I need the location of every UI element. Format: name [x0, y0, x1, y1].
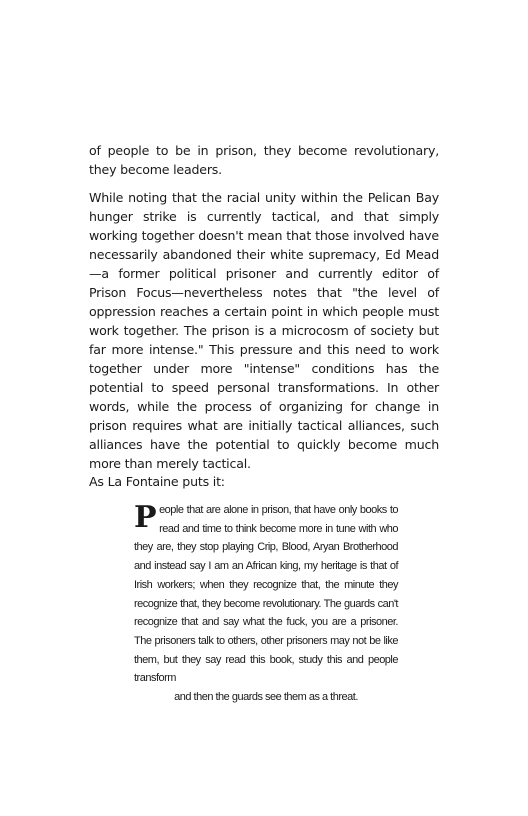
- paragraph-pelican-bay: While noting that the racial unity within the Pelican Bay hunger strike is currently tactical, and that simply working together doesn't mean that those involved have necessarily abandoned their white supremacy, Ed Mead—a former political prisoner and currently editor of Prison Focus—nevertheless notes that "the level of oppression reaches a certain point in which people must work together. The prison is a microcosm of society but far more intense." This pressure and this need to work together under more "intense" conditions has the potential to speed personal transformations. In other words, while the process of organizing for change in prison requires what are initially tactical alliances, such alliances have the potential to quickly become much more than merely tactical.: [89, 190, 439, 471]
- block-quote: [134, 501, 398, 707]
- quote-last-line: and then the guards see them as a threat.: [174, 691, 358, 704]
- paragraph-quote-intro: As La Fontaine puts it:: [89, 474, 225, 489]
- drop-cap: P: [134, 500, 157, 535]
- quote-body: eople that are alone in prison, that have only books to read and time to think become more in tune with who they are, they stop playing Crip, Blood, Aryan Brotherhood and instead say I am an African king, my heritage is that of Irish workers; when they recognize that, the minute they recognize that, they become revolutionary. The guards can't recognize that and say what the fuck, you are a prisoner. The prisoners talk to others, other prisoners may not be like them, but they say read this book, study this and people transform: [134, 504, 398, 685]
- paragraph-continuation: of people to be in prison, they become revolutionary, they become leaders.: [89, 143, 439, 177]
